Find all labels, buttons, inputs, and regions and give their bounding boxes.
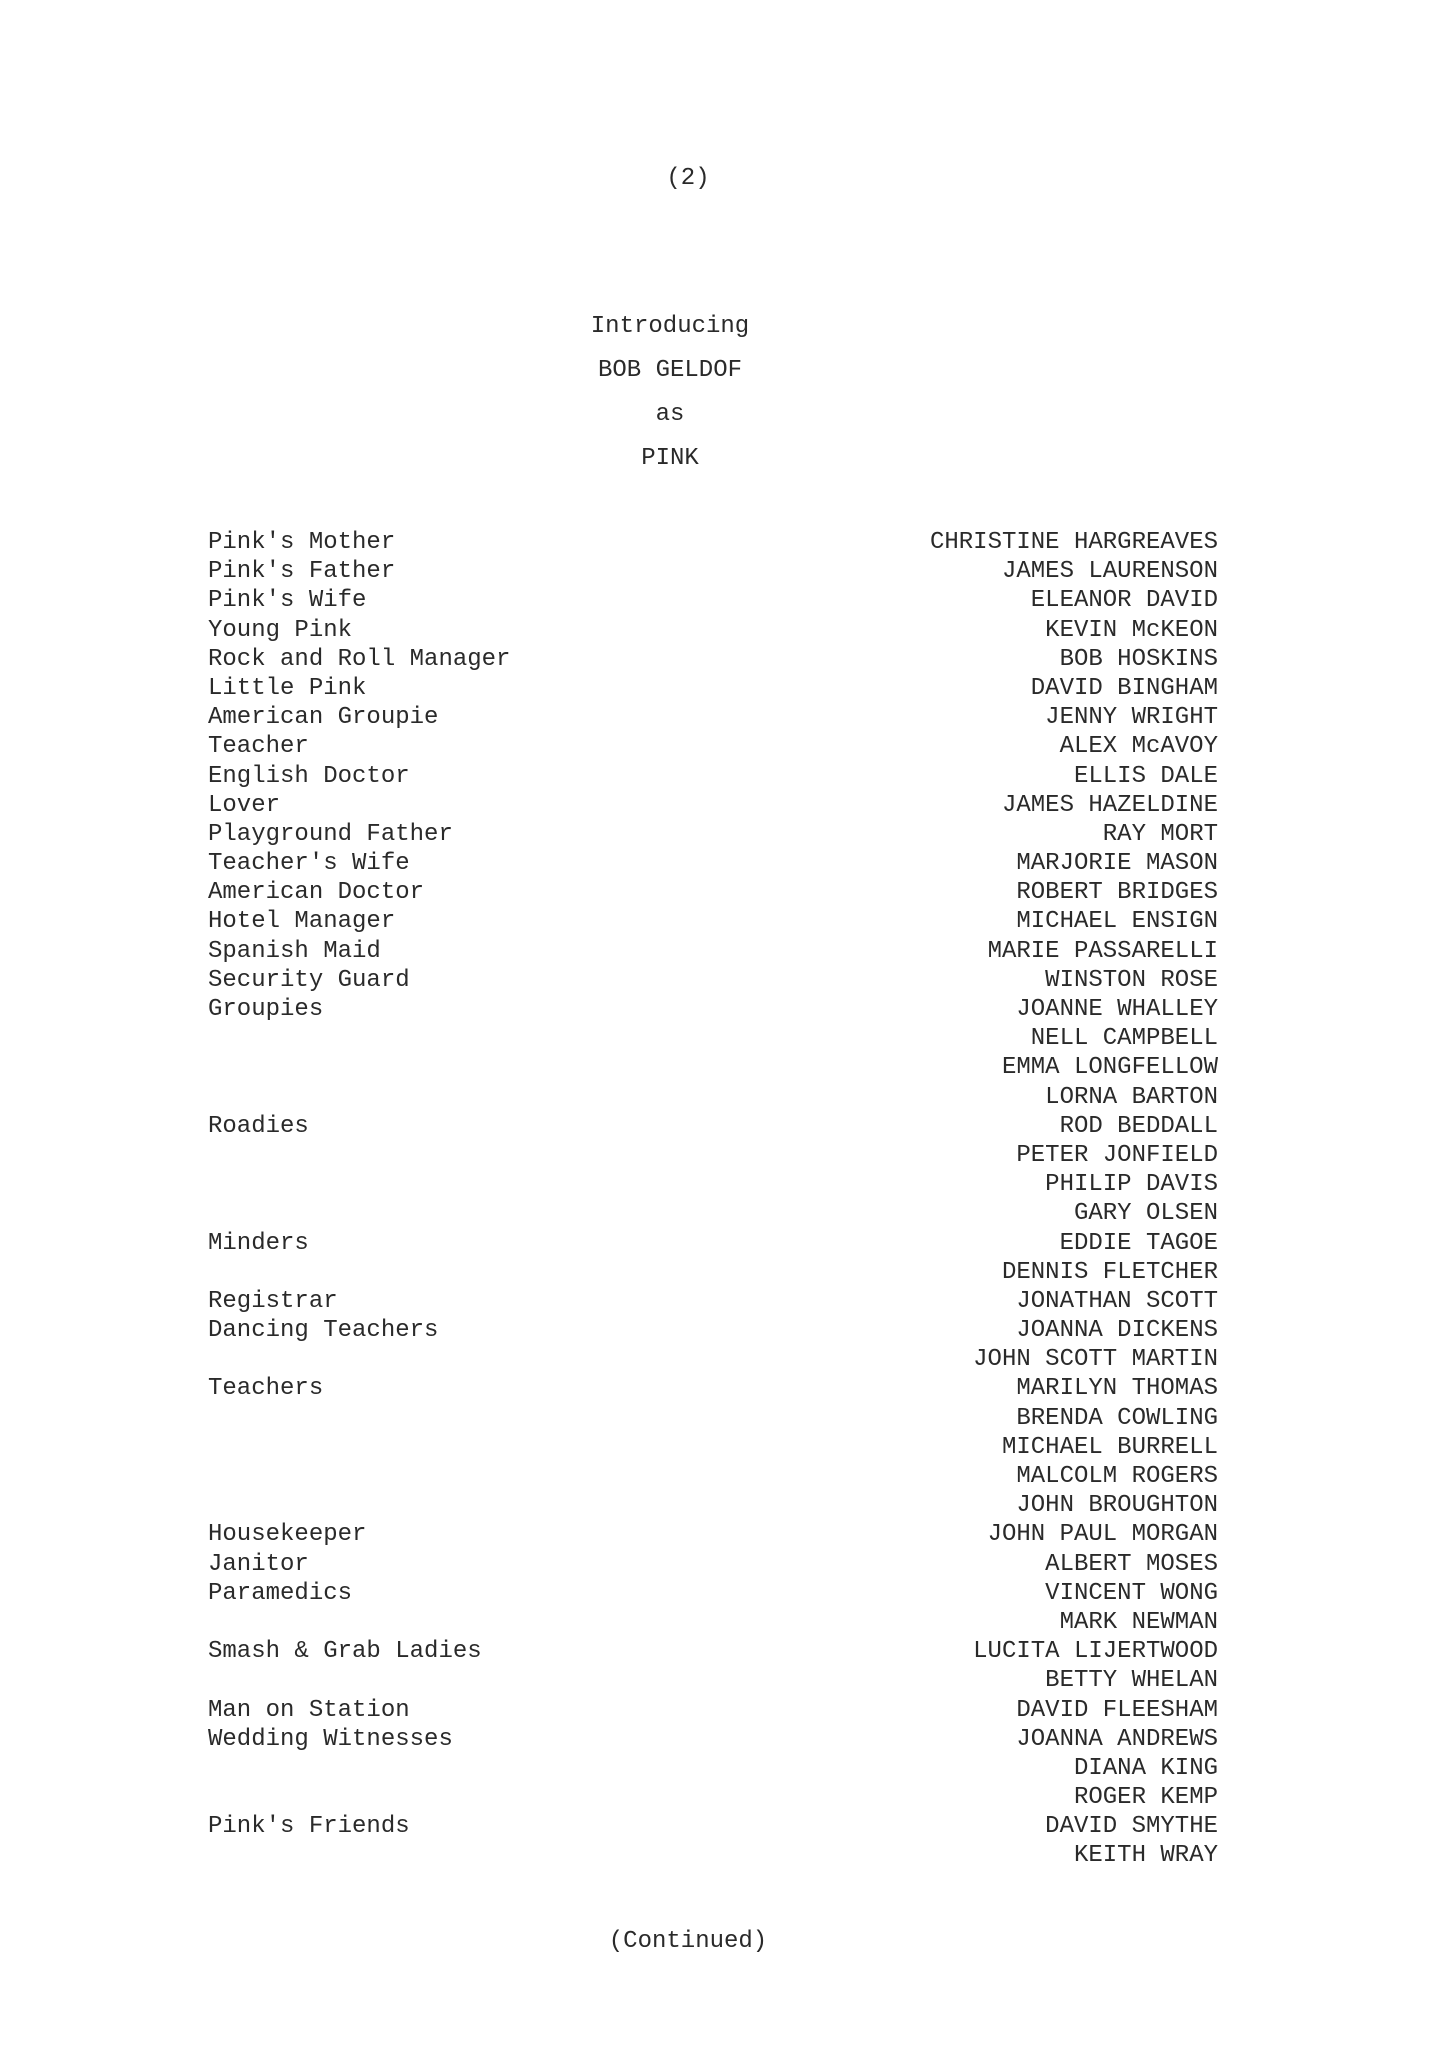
- cast-row: [208, 1754, 1218, 1783]
- cast-row: [208, 616, 1218, 645]
- actor-name: MALCOLM ROGERS: [1016, 1463, 1218, 1490]
- actor-name: JOHN PAUL MORGAN: [987, 1521, 1218, 1549]
- cast-row: [208, 1374, 1218, 1403]
- actor-name: ALEX McAVOY: [1059, 733, 1218, 761]
- actor-name: DAVID SMYTHE: [1045, 1813, 1218, 1841]
- actor-name: PETER JONFIELD: [1016, 1141, 1218, 1169]
- role-name: Teacher: [208, 733, 309, 761]
- cast-row: [208, 1024, 1218, 1053]
- cast-row: [208, 1725, 1218, 1754]
- role-name: Pink's Mother: [208, 529, 396, 556]
- cast-row: [208, 1520, 1218, 1549]
- role-name: Playground Father: [208, 820, 453, 848]
- cast-row: [208, 995, 1218, 1024]
- cast-row: [208, 791, 1218, 820]
- role-name: Man on Station: [208, 1696, 410, 1724]
- cast-row: [208, 1141, 1218, 1170]
- actor-name: DAVID BINGHAM: [1030, 674, 1218, 702]
- actor-name: KEITH WRAY: [1073, 1842, 1218, 1870]
- cast-row: [208, 1696, 1218, 1725]
- actor-name: CHRISTINE HARGREAVES: [929, 529, 1218, 556]
- role-name: Pink's Friends: [208, 1813, 410, 1841]
- cast-row: [208, 966, 1218, 995]
- intro-line: as: [655, 401, 685, 428]
- cast-row: [208, 1287, 1218, 1316]
- cast-row: [208, 645, 1218, 674]
- continued-note: (Continued): [608, 1928, 768, 1955]
- role-name: Pink's Wife: [208, 587, 367, 615]
- role-name: Roadies: [208, 1112, 309, 1140]
- cast-row: [208, 1608, 1218, 1637]
- actor-name: JOHN BROUGHTON: [1016, 1492, 1218, 1520]
- cast-row: [208, 1579, 1218, 1608]
- cast-row: [208, 1316, 1218, 1345]
- cast-row: [208, 1637, 1218, 1666]
- cast-row: [208, 1550, 1218, 1579]
- role-name: Groupies: [208, 996, 324, 1023]
- cast-row: [208, 703, 1218, 732]
- character-name: PINK: [641, 445, 699, 472]
- role-name: Wedding Witnesses: [208, 1725, 453, 1753]
- actor-name: LORNA BARTON: [1045, 1083, 1218, 1111]
- role-name: Teachers: [208, 1375, 324, 1403]
- role-name: American Groupie: [208, 704, 439, 732]
- actor-name: ROBERT BRIDGES: [1016, 879, 1218, 907]
- actor-name: MARJORIE MASON: [1016, 850, 1218, 878]
- intro-line: Introducing: [590, 313, 750, 340]
- actor-name: GARY OLSEN: [1073, 1200, 1218, 1228]
- cast-row: [208, 1841, 1218, 1870]
- cast-row: [208, 1083, 1218, 1112]
- actor-name: RAY MORT: [1102, 820, 1218, 848]
- actor-name: MARILYN THOMAS: [1016, 1375, 1218, 1403]
- role-name: Security Guard: [208, 966, 410, 994]
- actor-name: JOANNE WHALLEY: [1016, 996, 1218, 1023]
- actor-name: MICHAEL ENSIGN: [1016, 908, 1218, 936]
- page-number: (2): [666, 165, 710, 192]
- actor-name: DENNIS FLETCHER: [1001, 1258, 1218, 1286]
- role-name: Housekeeper: [208, 1521, 367, 1549]
- actor-name: ELEANOR DAVID: [1030, 587, 1218, 615]
- actor-name: ROGER KEMP: [1073, 1784, 1218, 1812]
- actor-name: DAVID FLEESHAM: [1016, 1696, 1218, 1724]
- role-name: Paramedics: [208, 1579, 353, 1607]
- cast-row: [208, 1783, 1218, 1812]
- cast-row: [208, 937, 1218, 966]
- actor-name: MARIE PASSARELLI: [987, 937, 1218, 965]
- actor-name: EDDIE TAGOE: [1059, 1229, 1218, 1257]
- actor-name: DIANA KING: [1073, 1754, 1218, 1782]
- cast-row: [208, 1112, 1218, 1141]
- actor-name: BETTY WHELAN: [1045, 1667, 1218, 1695]
- intro-block: [0, 305, 1340, 481]
- role-name: Lover: [208, 791, 281, 819]
- cast-row: [208, 1812, 1218, 1841]
- cast-row: [208, 1491, 1218, 1520]
- role-name: English Doctor: [208, 762, 410, 790]
- role-name: Janitor: [208, 1550, 309, 1578]
- cast-row: [208, 1229, 1218, 1258]
- role-name: Pink's Father: [208, 558, 396, 586]
- role-name: Young Pink: [208, 616, 353, 644]
- actor-name: EMMA LONGFELLOW: [1001, 1054, 1218, 1082]
- star-name: BOB GELDOF: [597, 357, 743, 384]
- actor-name: JAMES HAZELDINE: [1001, 791, 1218, 819]
- role-name: Little Pink: [208, 674, 367, 702]
- cast-row: [208, 528, 1218, 557]
- actor-name: JONATHAN SCOTT: [1016, 1287, 1218, 1315]
- cast-row: [208, 1258, 1218, 1287]
- actor-name: LUCITA LIJERTWOOD: [973, 1638, 1218, 1666]
- cast-row: [208, 849, 1218, 878]
- actor-name: BOB HOSKINS: [1059, 645, 1218, 673]
- role-name: Teacher's Wife: [208, 850, 410, 878]
- cast-row: [208, 1666, 1218, 1695]
- actor-name: KEVIN McKEON: [1045, 616, 1218, 644]
- actor-name: NELL CAMPBELL: [1030, 1025, 1218, 1053]
- actor-name: VINCENT WONG: [1045, 1579, 1218, 1607]
- actor-name: WINSTON ROSE: [1045, 966, 1218, 994]
- role-name: Rock and Roll Manager: [208, 645, 511, 673]
- actor-name: ELLIS DALE: [1073, 762, 1218, 790]
- role-name: Minders: [208, 1229, 309, 1257]
- actor-name: PHILIP DAVIS: [1045, 1171, 1218, 1199]
- cast-row: [208, 907, 1218, 936]
- actor-name: MICHAEL BURRELL: [1001, 1433, 1218, 1461]
- actor-name: JAMES LAURENSON: [1001, 558, 1218, 586]
- actor-name: JOANNA ANDREWS: [1016, 1725, 1218, 1753]
- cast-row: [208, 1170, 1218, 1199]
- actor-name: ALBERT MOSES: [1045, 1550, 1218, 1578]
- cast-row: [208, 1462, 1218, 1491]
- cast-row: [208, 878, 1218, 907]
- role-name: American Doctor: [208, 879, 425, 907]
- cast-row: [208, 732, 1218, 761]
- cast-row: [208, 1404, 1218, 1433]
- cast-row: [208, 557, 1218, 586]
- actor-name: BRENDA COWLING: [1016, 1404, 1218, 1432]
- cast-row: [208, 674, 1218, 703]
- cast-list: [208, 528, 1218, 1871]
- role-name: Registrar: [208, 1287, 338, 1315]
- cast-row: [208, 1345, 1218, 1374]
- cast-row: [208, 586, 1218, 615]
- role-name: Smash & Grab Ladies: [208, 1638, 482, 1666]
- cast-row: [208, 1199, 1218, 1228]
- actor-name: ROD BEDDALL: [1059, 1112, 1218, 1140]
- actor-name: JOANNA DICKENS: [1016, 1317, 1218, 1345]
- actor-name: MARK NEWMAN: [1059, 1608, 1218, 1636]
- actor-name: JENNY WRIGHT: [1045, 704, 1218, 732]
- role-name: Dancing Teachers: [208, 1317, 439, 1345]
- role-name: Hotel Manager: [208, 908, 396, 936]
- role-name: Spanish Maid: [208, 937, 381, 965]
- cast-row: [208, 762, 1218, 791]
- cast-row: [208, 1053, 1218, 1082]
- cast-row: [208, 820, 1218, 849]
- actor-name: JOHN SCOTT MARTIN: [973, 1346, 1218, 1374]
- cast-row: [208, 1433, 1218, 1462]
